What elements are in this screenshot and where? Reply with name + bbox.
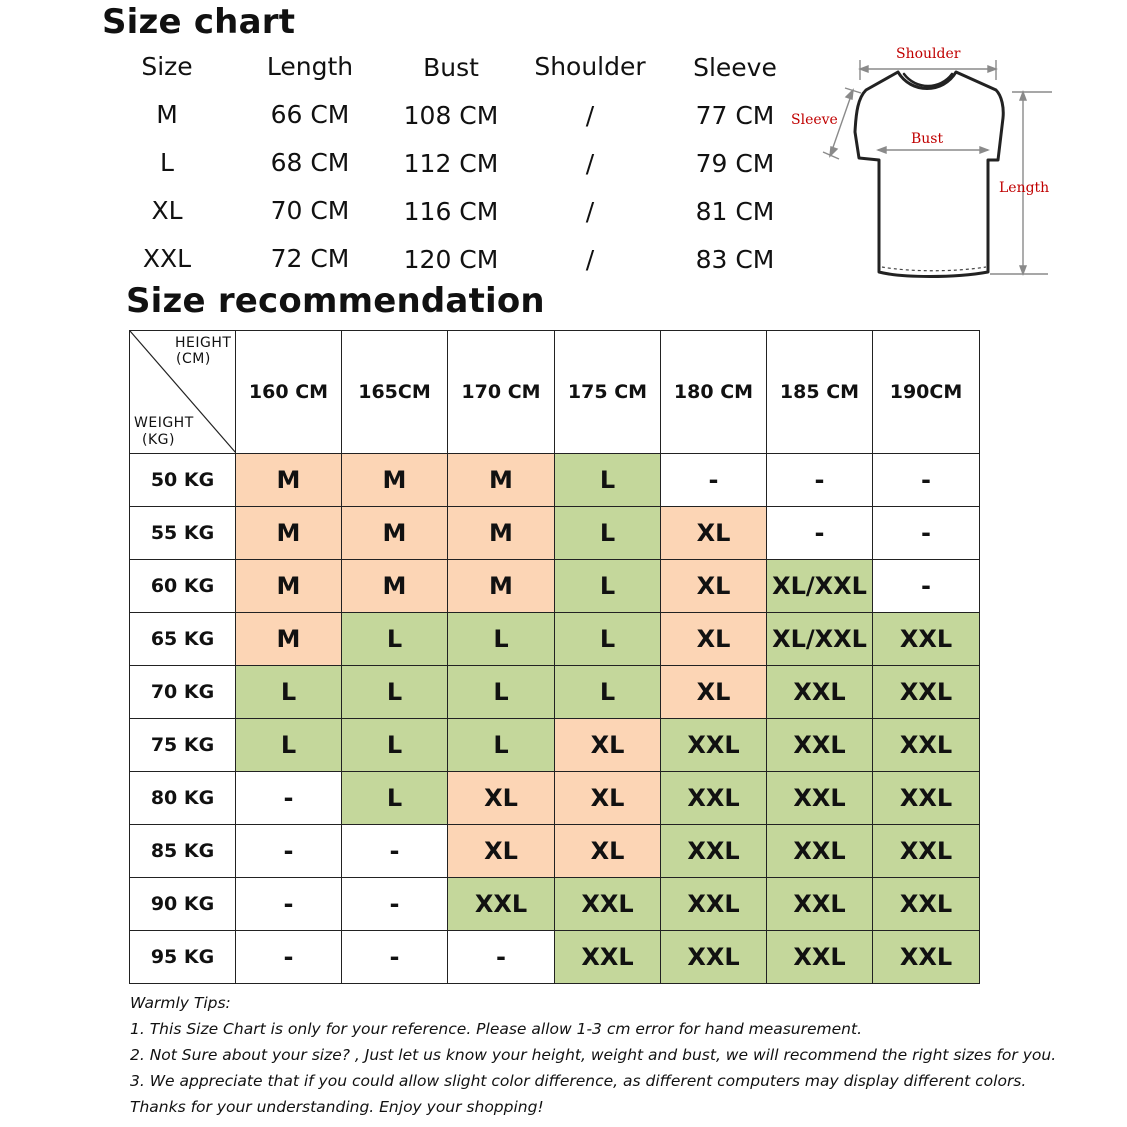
size-recommendation-cell: XL	[661, 613, 767, 666]
size-recommendation-cell: -	[236, 825, 342, 878]
sleeve-cell: 83 CM	[695, 245, 775, 274]
size-recommendation-cell: M	[448, 560, 555, 613]
weight-axis-label: WEIGHT	[134, 415, 194, 431]
length-header: Length	[266, 52, 354, 81]
size-recommendation-cell: L	[448, 719, 555, 772]
size-recommendation-cell: XXL	[661, 931, 767, 984]
weight-header: 80 KG	[130, 772, 236, 825]
size-recommendation-cell: M	[236, 613, 342, 666]
size-cell: XL	[151, 196, 183, 225]
shoulder-cell: /	[585, 197, 595, 226]
length-cell: 72 CM	[270, 244, 350, 273]
height-header: 190CM	[873, 331, 980, 454]
shoulder-header: Shoulder	[534, 52, 646, 81]
size-recommendation-cell: -	[236, 878, 342, 931]
shoulder-label: Shoulder	[896, 46, 961, 62]
size-recommendation-cell: M	[236, 454, 342, 507]
size-recommendation-cell: XL	[661, 507, 767, 560]
tshirt-hem-stitch	[882, 267, 986, 271]
size-recommendation-cell: XL	[555, 825, 661, 878]
tips-heading: Warmly Tips:	[130, 994, 231, 1012]
size-cell: XXL	[142, 244, 192, 273]
size-recommendation-cell: M	[448, 507, 555, 560]
size-recommendation-cell: -	[767, 507, 873, 560]
size-recommendation-cell: -	[342, 931, 448, 984]
size-recommendation-table	[129, 330, 980, 984]
size-recommendation-cell: XXL	[873, 931, 980, 984]
tip-line: 3. We appreciate that if you could allow slight color difference, as different computers may display different colors.	[130, 1072, 1027, 1090]
sleeve-label: Sleeve	[791, 112, 838, 128]
size-recommendation-cell: XL	[555, 719, 661, 772]
weight-row	[130, 878, 980, 931]
weight-row	[130, 507, 980, 560]
sleeve-cell: 79 CM	[695, 149, 775, 178]
weight-header: 60 KG	[130, 560, 236, 613]
height-header: 175 CM	[555, 331, 661, 454]
size-recommendation-cell: L	[342, 613, 448, 666]
size-recommendation-cell: L	[448, 666, 555, 719]
shoulder-cell: /	[585, 149, 595, 178]
length-cell: 66 CM	[270, 100, 350, 129]
size-recommendation-cell: M	[342, 507, 448, 560]
height-header: 170 CM	[448, 331, 555, 454]
tip-line: 2. Not Sure about your size? , Just let us know your height, weight and bust, we will recommend the right sizes for you.	[130, 1046, 1057, 1064]
height-unit-label: (CM)	[176, 351, 211, 367]
corner-header-cell	[130, 331, 236, 454]
weight-header: 85 KG	[130, 825, 236, 878]
size-recommendation-cell: XXL	[555, 878, 661, 931]
size-recommendation-cell: -	[342, 825, 448, 878]
bust-cell: 108 CM	[403, 101, 499, 130]
size-recommendation-cell: L	[555, 507, 661, 560]
shoulder-cell: /	[585, 245, 595, 274]
size-recommendation-cell: -	[873, 560, 980, 613]
tshirt-outline	[855, 72, 1003, 277]
size-recommendation-cell: XXL	[767, 719, 873, 772]
tshirt-measurement-diagram	[790, 38, 1062, 282]
height-header: 180 CM	[661, 331, 767, 454]
size-recommendation-cell: -	[661, 454, 767, 507]
weight-header: 95 KG	[130, 931, 236, 984]
size-recommendation-cell: XXL	[873, 772, 980, 825]
weight-row	[130, 931, 980, 984]
size-recommendation-cell: XXL	[448, 878, 555, 931]
size-recommendation-cell: XXL	[767, 825, 873, 878]
height-header-row	[130, 331, 980, 454]
length-label: Length	[999, 180, 1050, 196]
bust-cell: 116 CM	[403, 197, 499, 226]
tip-line: 1. This Size Chart is only for your reference. Please allow 1-3 cm error for hand measurement.	[130, 1020, 863, 1038]
size-recommendation-cell: XL	[448, 772, 555, 825]
size-recommendation-cell: -	[342, 878, 448, 931]
size-recommendation-cell: XXL	[767, 931, 873, 984]
size-recommendation-cell: -	[873, 507, 980, 560]
size-recommendation-cell: XXL	[767, 772, 873, 825]
size-recommendation-cell: XXL	[661, 772, 767, 825]
size-recommendation-cell: XXL	[661, 719, 767, 772]
bust-cell: 120 CM	[403, 245, 499, 274]
size-recommendation-cell: L	[448, 613, 555, 666]
size-recommendation-cell: L	[342, 772, 448, 825]
size-recommendation-cell: L	[555, 613, 661, 666]
size-recommendation-cell: XL	[661, 560, 767, 613]
size-recommendation-cell: L	[236, 666, 342, 719]
weight-header: 90 KG	[130, 878, 236, 931]
weight-row	[130, 825, 980, 878]
size-recommendation-cell: M	[236, 507, 342, 560]
size-recommendation-cell: L	[555, 560, 661, 613]
sleeve-cell: 77 CM	[695, 101, 775, 130]
height-header: 160 CM	[236, 331, 342, 454]
size-recommendation-cell: XL/XXL	[767, 613, 873, 666]
sleeve-cell: 81 CM	[695, 197, 775, 226]
size-recommendation-cell: -	[236, 772, 342, 825]
size-recommendation-cell: XL	[448, 825, 555, 878]
weight-header: 55 KG	[130, 507, 236, 560]
height-header: 165CM	[342, 331, 448, 454]
size-recommendation-cell: L	[342, 719, 448, 772]
weight-header: 50 KG	[130, 454, 236, 507]
bust-cell: 112 CM	[403, 149, 499, 178]
size-cell: L	[160, 148, 174, 177]
shoulder-cell: /	[585, 101, 595, 130]
size-recommendation-cell: -	[236, 931, 342, 984]
size-recommendation-cell: -	[873, 454, 980, 507]
weight-header: 65 KG	[130, 613, 236, 666]
weight-row	[130, 772, 980, 825]
size-recommendation-cell: XXL	[873, 719, 980, 772]
size-cell: M	[156, 100, 178, 129]
weight-row	[130, 666, 980, 719]
size-recommendation-cell: XXL	[555, 931, 661, 984]
size-recommendation-cell: XXL	[661, 878, 767, 931]
weight-unit-label: (KG)	[142, 432, 175, 448]
size-recommendation-cell: XXL	[767, 666, 873, 719]
bust-label: Bust	[911, 131, 944, 147]
size-recommendation-cell: M	[342, 454, 448, 507]
size-recommendation-cell: M	[236, 560, 342, 613]
size-recommendation-cell: XL/XXL	[767, 560, 873, 613]
size-header: Size	[141, 52, 193, 81]
weight-header: 75 KG	[130, 719, 236, 772]
height-header: 185 CM	[767, 331, 873, 454]
size-recommendation-cell: M	[342, 560, 448, 613]
sleeve-header: Sleeve	[693, 53, 777, 82]
weight-header: 70 KG	[130, 666, 236, 719]
bust-header: Bust	[423, 53, 479, 82]
size-recommendation-cell: L	[342, 666, 448, 719]
length-cell: 70 CM	[270, 196, 350, 225]
weight-row	[130, 613, 980, 666]
size-recommendation-cell: L	[555, 666, 661, 719]
tip-line: Thanks for your understanding. Enjoy your shopping!	[130, 1098, 544, 1116]
size-recommendation-cell: XXL	[873, 878, 980, 931]
size-recommendation-cell: XL	[555, 772, 661, 825]
size-recommendation-title: Size recommendation	[126, 281, 545, 321]
size-recommendation-cell: XXL	[873, 825, 980, 878]
size-recommendation-cell: L	[236, 719, 342, 772]
size-recommendation-cell: XXL	[767, 878, 873, 931]
size-recommendation-cell: XL	[661, 666, 767, 719]
weight-row	[130, 560, 980, 613]
weight-row	[130, 719, 980, 772]
size-recommendation-cell: L	[555, 454, 661, 507]
size-recommendation-cell: M	[448, 454, 555, 507]
length-cell: 68 CM	[270, 148, 350, 177]
size-recommendation-cell: -	[767, 454, 873, 507]
weight-row	[130, 454, 980, 507]
size-recommendation-cell: XXL	[873, 666, 980, 719]
size-recommendation-cell: XXL	[661, 825, 767, 878]
size-recommendation-cell: XXL	[873, 613, 980, 666]
height-axis-label: HEIGHT	[175, 335, 232, 351]
size-recommendation-cell: -	[448, 931, 555, 984]
size-chart-title: Size chart	[102, 2, 296, 42]
